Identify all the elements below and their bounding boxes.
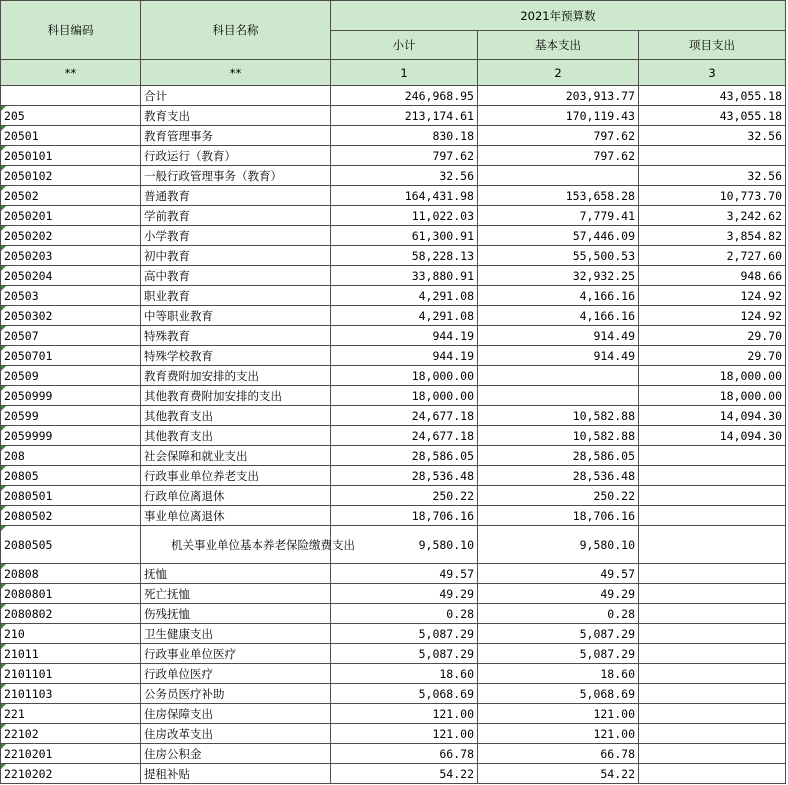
row-name: 初中教育 [141,246,331,266]
row-code: 2101101 [1,664,141,684]
row-code: 208 [1,446,141,466]
row-code: 2050201 [1,206,141,226]
row-code: 22102 [1,724,141,744]
row-project [639,506,786,526]
row-basic: 49.29 [478,584,639,604]
row-subtotal: 28,586.05 [331,446,478,466]
table-row [1,704,786,724]
row-name: 公务员医疗补助 [141,684,331,704]
row-subtotal: 164,431.98 [331,186,478,206]
row-project: 3,854.82 [639,226,786,246]
table-row [1,426,786,446]
row-subtotal: 4,291.08 [331,286,478,306]
row-code: 20502 [1,186,141,206]
row-subtotal: 11,022.03 [331,206,478,226]
row-project [639,624,786,644]
row-project [639,584,786,604]
row-basic: 121.00 [478,724,639,744]
table-row [1,744,786,764]
table-row [1,86,786,106]
row-name: 行政事业单位医疗 [141,644,331,664]
row-code: 2050203 [1,246,141,266]
header-index-2: 2 [478,60,639,86]
row-code: 2050999 [1,386,141,406]
row-project [639,684,786,704]
row-name: 中等职业教育 [141,306,331,326]
row-basic: 7,779.41 [478,206,639,226]
row-name: 高中教育 [141,266,331,286]
table-row [1,506,786,526]
row-name: 学前教育 [141,206,331,226]
row-basic: 797.62 [478,126,639,146]
row-project: 14,094.30 [639,426,786,446]
header-index-1: 1 [331,60,478,86]
row-code: 2050102 [1,166,141,186]
row-name: 行政事业单位养老支出 [141,466,331,486]
row-subtotal: 5,068.69 [331,684,478,704]
row-project: 124.92 [639,306,786,326]
row-basic: 54.22 [478,764,639,784]
row-subtotal: 830.18 [331,126,478,146]
row-subtotal: 944.19 [331,346,478,366]
row-code: 2050101 [1,146,141,166]
row-subtotal: 33,880.91 [331,266,478,286]
table-row [1,446,786,466]
table-row [1,764,786,784]
row-code: 2059999 [1,426,141,446]
row-subtotal: 246,968.95 [331,86,478,106]
table-row [1,226,786,246]
row-code: 20805 [1,466,141,486]
table-row [1,106,786,126]
table-row [1,386,786,406]
row-subtotal: 54.22 [331,764,478,784]
row-subtotal: 9,580.10 [331,526,478,564]
table-row [1,206,786,226]
row-basic: 797.62 [478,146,639,166]
row-project [639,446,786,466]
header-row-index [1,60,786,86]
table-row [1,186,786,206]
row-basic: 18,706.16 [478,506,639,526]
table-row [1,286,786,306]
row-name: 小学教育 [141,226,331,246]
header-name: 科目名称 [141,1,331,60]
row-subtotal: 0.28 [331,604,478,624]
row-subtotal: 250.22 [331,486,478,506]
row-subtotal: 121.00 [331,704,478,724]
row-project: 29.70 [639,346,786,366]
row-project [639,704,786,724]
row-code: 2050202 [1,226,141,246]
table-row [1,466,786,486]
row-basic: 914.49 [478,326,639,346]
table-row [1,564,786,584]
row-name: 伤残抚恤 [141,604,331,624]
row-code: 20507 [1,326,141,346]
header-basic: 基本支出 [478,31,639,60]
row-basic: 5,068.69 [478,684,639,704]
row-subtotal: 4,291.08 [331,306,478,326]
row-project: 3,242.62 [639,206,786,226]
row-name: 普通教育 [141,186,331,206]
row-basic: 203,913.77 [478,86,639,106]
row-code: 20808 [1,564,141,584]
row-project: 32.56 [639,166,786,186]
row-name: 教育管理事务 [141,126,331,146]
row-project: 29.70 [639,326,786,346]
row-name: 社会保障和就业支出 [141,446,331,466]
header-code-marker: ** [1,60,141,86]
table-row [1,684,786,704]
table-row [1,306,786,326]
table-row [1,604,786,624]
row-name: 其他教育支出 [141,426,331,446]
row-project [639,146,786,166]
row-project [639,664,786,684]
row-code: 2080801 [1,584,141,604]
header-subtotal: 小计 [331,31,478,60]
table-row [1,266,786,286]
row-code: 2080802 [1,604,141,624]
row-code: 20501 [1,126,141,146]
table-row [1,584,786,604]
row-name: 行政单位离退休 [141,486,331,506]
row-subtotal: 5,087.29 [331,624,478,644]
header-index-3: 3 [639,60,786,86]
row-subtotal: 944.19 [331,326,478,346]
row-code: 21011 [1,644,141,664]
row-project: 43,055.18 [639,106,786,126]
row-code: 2101103 [1,684,141,704]
row-name: 其他教育费附加安排的支出 [141,386,331,406]
row-code [1,86,141,106]
table-row [1,146,786,166]
row-basic: 28,536.48 [478,466,639,486]
row-basic: 4,166.16 [478,286,639,306]
header-budget-group: 2021年预算数 [331,1,786,31]
row-name: 特殊教育 [141,326,331,346]
row-project: 18,000.00 [639,386,786,406]
row-name: 住房公积金 [141,744,331,764]
row-name: 提租补贴 [141,764,331,784]
row-name: 教育支出 [141,106,331,126]
table-row [1,664,786,684]
row-basic: 121.00 [478,704,639,724]
row-name: 机关事业单位基本养老保险缴费支出 [141,526,331,564]
row-basic: 32,932.25 [478,266,639,286]
row-project: 948.66 [639,266,786,286]
row-basic: 5,087.29 [478,644,639,664]
row-subtotal: 18,000.00 [331,366,478,386]
table-row [1,326,786,346]
row-name: 行政运行（教育） [141,146,331,166]
row-subtotal: 213,174.61 [331,106,478,126]
table-row [1,346,786,366]
table-row [1,624,786,644]
row-name: 卫生健康支出 [141,624,331,644]
row-basic: 55,500.53 [478,246,639,266]
row-code: 2210201 [1,744,141,764]
row-subtotal: 24,677.18 [331,426,478,446]
row-basic: 57,446.09 [478,226,639,246]
row-code: 2050302 [1,306,141,326]
row-basic: 10,582.88 [478,406,639,426]
row-basic: 170,119.43 [478,106,639,126]
table-row [1,644,786,664]
row-project [639,486,786,506]
row-project [639,644,786,664]
table-row [1,486,786,506]
row-code: 20599 [1,406,141,426]
row-basic: 28,586.05 [478,446,639,466]
header-code: 科目编码 [1,1,141,60]
header-name-marker: ** [141,60,331,86]
row-name: 抚恤 [141,564,331,584]
row-subtotal: 28,536.48 [331,466,478,486]
row-basic: 153,658.28 [478,186,639,206]
row-name: 教育费附加安排的支出 [141,366,331,386]
row-basic [478,166,639,186]
row-basic [478,386,639,406]
row-project: 32.56 [639,126,786,146]
row-name: 职业教育 [141,286,331,306]
row-project: 43,055.18 [639,86,786,106]
row-basic: 5,087.29 [478,624,639,644]
row-project: 10,773.70 [639,186,786,206]
row-project [639,526,786,564]
row-subtotal: 66.78 [331,744,478,764]
table-row [1,724,786,744]
row-basic: 9,580.10 [478,526,639,564]
table-row [1,166,786,186]
row-code: 2080502 [1,506,141,526]
header-row-top [1,1,786,31]
row-basic: 0.28 [478,604,639,624]
table-row [1,526,786,564]
table-body [1,86,786,784]
row-name: 住房保障支出 [141,704,331,724]
row-code: 2210202 [1,764,141,784]
row-basic: 66.78 [478,744,639,764]
row-basic: 49.57 [478,564,639,584]
row-subtotal: 61,300.91 [331,226,478,246]
row-subtotal: 18,000.00 [331,386,478,406]
row-subtotal: 24,677.18 [331,406,478,426]
row-name: 合计 [141,86,331,106]
table-row [1,366,786,386]
row-project [639,764,786,784]
row-name: 一般行政管理事务（教育） [141,166,331,186]
row-name: 其他教育支出 [141,406,331,426]
row-project [639,744,786,764]
row-code: 20503 [1,286,141,306]
row-subtotal: 5,087.29 [331,644,478,664]
row-name: 特殊学校教育 [141,346,331,366]
row-subtotal: 49.57 [331,564,478,584]
row-subtotal: 18.60 [331,664,478,684]
row-name: 事业单位离退休 [141,506,331,526]
row-subtotal: 58,228.13 [331,246,478,266]
table-row [1,406,786,426]
row-subtotal: 797.62 [331,146,478,166]
row-name: 行政单位医疗 [141,664,331,684]
row-project: 18,000.00 [639,366,786,386]
row-code: 2080505 [1,526,141,564]
row-name: 死亡抚恤 [141,584,331,604]
row-basic: 10,582.88 [478,426,639,446]
row-project: 14,094.30 [639,406,786,426]
row-subtotal: 18,706.16 [331,506,478,526]
header-project: 项目支出 [639,31,786,60]
row-project [639,564,786,584]
row-basic: 250.22 [478,486,639,506]
row-project: 2,727.60 [639,246,786,266]
row-code: 2050701 [1,346,141,366]
row-code: 2050204 [1,266,141,286]
row-project: 124.92 [639,286,786,306]
row-code: 205 [1,106,141,126]
row-name: 住房改革支出 [141,724,331,744]
table-row [1,246,786,266]
row-code: 20509 [1,366,141,386]
row-code: 210 [1,624,141,644]
row-subtotal: 121.00 [331,724,478,744]
row-basic: 914.49 [478,346,639,366]
row-code: 221 [1,704,141,724]
row-project [639,604,786,624]
row-basic: 4,166.16 [478,306,639,326]
row-basic [478,366,639,386]
row-code: 2080501 [1,486,141,506]
row-project [639,466,786,486]
table-row [1,126,786,146]
row-project [639,724,786,744]
row-subtotal: 32.56 [331,166,478,186]
row-subtotal: 49.29 [331,584,478,604]
row-basic: 18.60 [478,664,639,684]
